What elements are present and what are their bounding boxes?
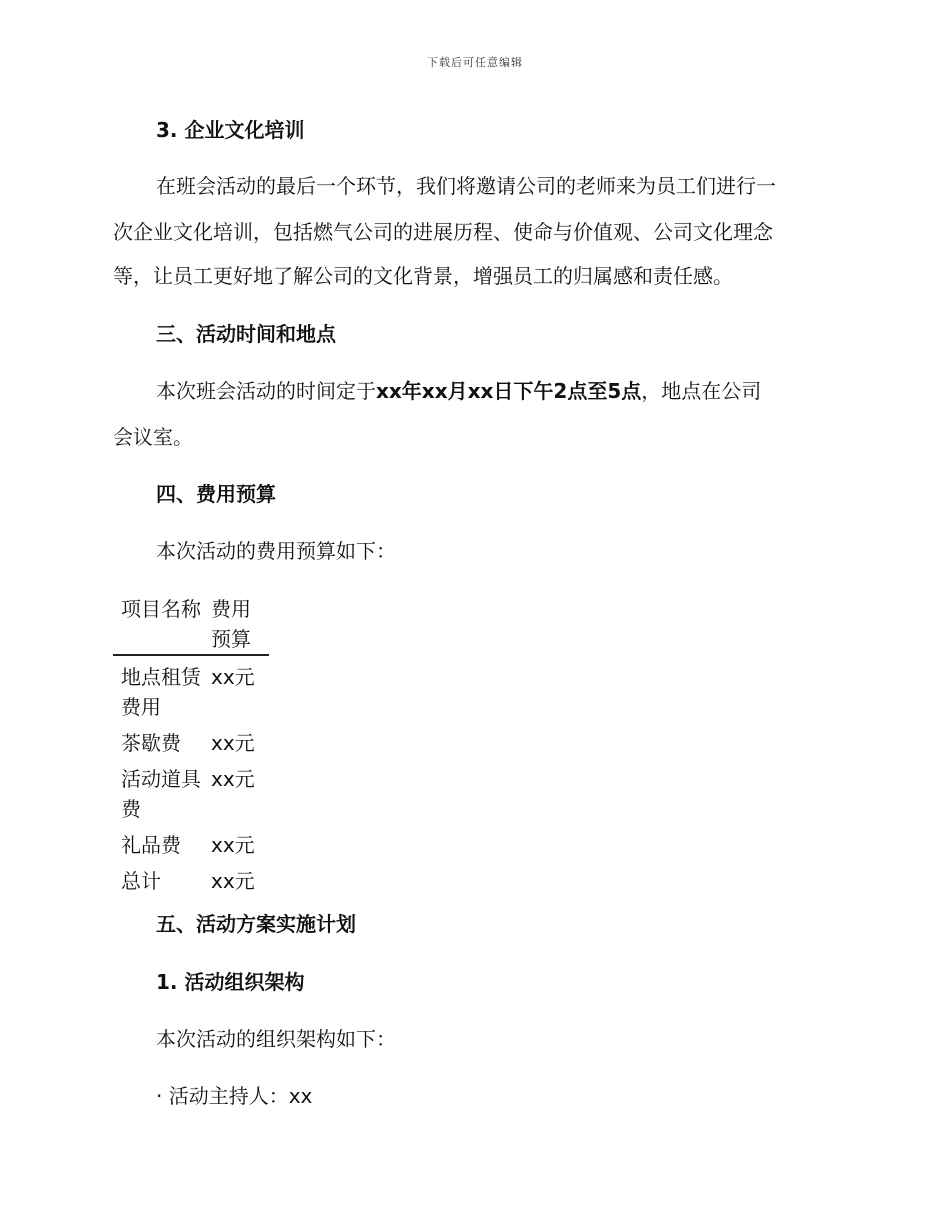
org-intro: 本次活动的组织架构如下： [156,1027,396,1051]
budget-item-name: 茶歇费 [121,731,181,755]
budget-item-cost: xx元 [211,833,255,857]
budget-item-cost: xx元 [211,869,255,893]
budget-item-cost: xx元 [211,731,255,755]
table-row [113,824,269,860]
culture-training-line-3: 等，让员工更好地了解公司的文化背景，增强员工的归属感和责任感。 [113,264,733,288]
table-row [113,860,269,896]
budget-item-cost: xx元 [211,665,255,689]
table-row [113,655,269,722]
budget-intro: 本次活动的费用预算如下： [156,539,396,563]
budget-header-cost: 费用预算 [203,594,269,655]
budget-item-name: 地点租赁费用 [121,665,201,719]
time-place-post: ，地点在公司 [641,379,762,403]
culture-training-heading: 3. 企业文化培训 [156,118,305,142]
time-place-line-1 [156,377,761,405]
budget-table [113,594,269,896]
budget-item-name: 活动道具费 [121,767,201,821]
budget-item-cost: xx元 [211,767,255,791]
budget-item-name: 总计 [121,869,161,893]
budget-heading: 四、费用预算 [156,482,276,506]
org-host-item: · 活动主持人：xx [156,1084,313,1108]
budget-table-header-row [113,594,269,655]
culture-training-line-2: 次企业文化培训，包括燃气公司的进展历程、使命与价值观、公司文化理念 [113,220,773,244]
table-row [113,722,269,758]
budget-header-item: 项目名称 [113,594,203,655]
plan-heading: 五、活动方案实施计划 [156,912,356,936]
org-heading: 1. 活动组织架构 [156,970,305,994]
page-header-note: 下载后可任意编辑 [427,56,523,69]
table-row [113,758,269,824]
time-place-line-2: 会议室。 [113,425,193,449]
budget-item-name: 礼品费 [121,833,181,857]
time-place-heading: 三、活动时间和地点 [156,322,336,346]
culture-training-line-1: 在班会活动的最后一个环节，我们将邀请公司的老师来为员工们进行一 [156,174,776,198]
time-place-pre: 本次班会活动的时间定于 [156,379,376,403]
time-place-datetime: xx年xx月xx日下午2点至5点 [376,379,642,403]
